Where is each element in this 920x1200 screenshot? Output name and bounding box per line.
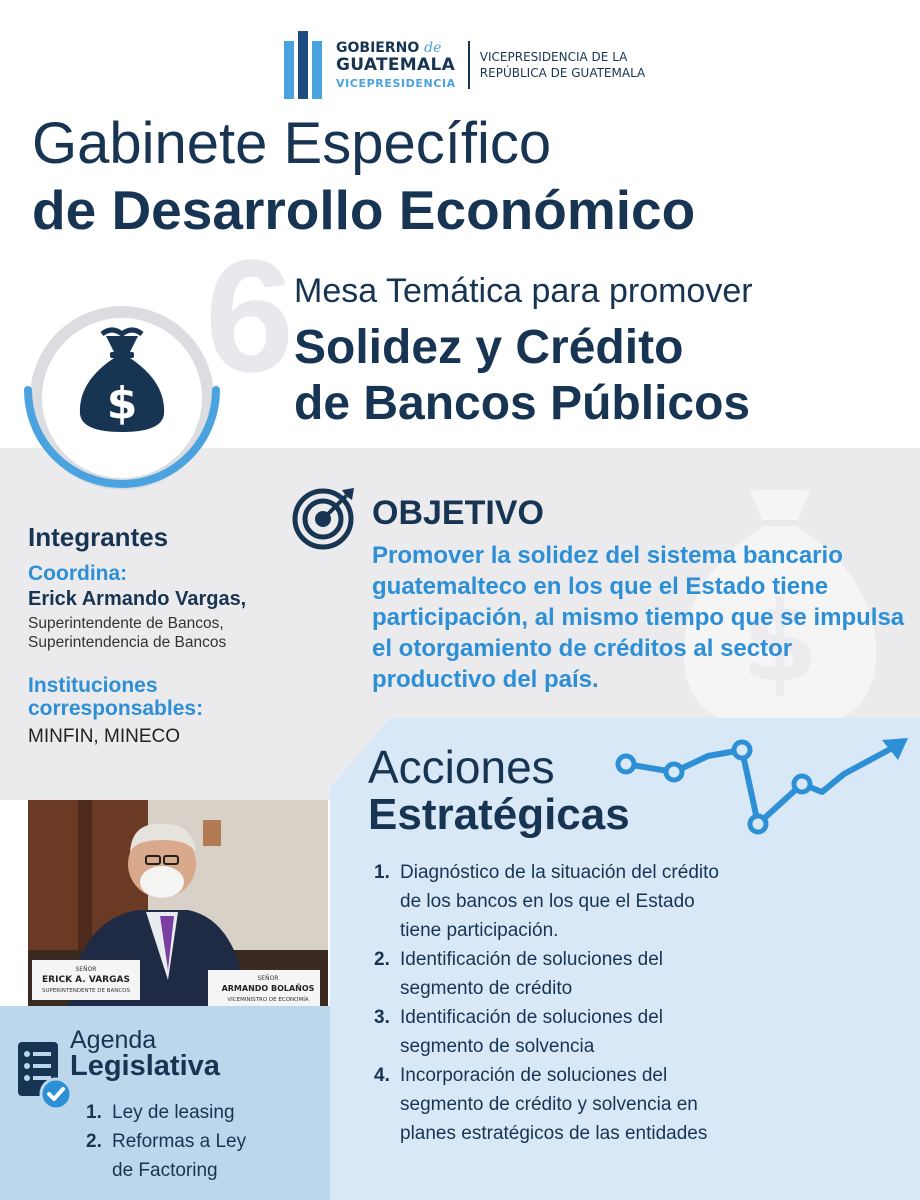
- instituciones-label: [28, 674, 203, 720]
- agenda-item-number: 2.: [86, 1131, 102, 1152]
- coordina-role-line1: Superintendente de Bancos,: [28, 615, 224, 632]
- government-logo: [284, 30, 645, 100]
- accion-item-text-line: de los bancos en los que el Estado: [400, 891, 695, 912]
- accion-item-text-line: Identificación de soluciones del: [400, 949, 664, 970]
- logo-divider: [468, 41, 470, 89]
- logo-guatemala: GUATEMALA: [336, 55, 456, 75]
- accion-item-text-line: segmento de crédito: [400, 978, 573, 999]
- agenda-list: [86, 1098, 246, 1185]
- placard2-line3: VICEMINISTRO DE ECONOMÍA: [227, 997, 309, 1003]
- accion-item-number: 4.: [374, 1065, 390, 1086]
- accion-item: [374, 1061, 854, 1148]
- accion-item-text-line: Diagnóstico de la situación del crédito: [400, 862, 719, 883]
- placard1-line1: SEÑOR: [75, 966, 97, 973]
- placard2-line1: SEÑOR: [257, 975, 279, 982]
- accion-item-text-line: segmento de crédito y solvencia en: [400, 1094, 698, 1115]
- title-line1: Gabinete Específico: [32, 111, 552, 176]
- coordina-role: [28, 614, 226, 652]
- accion-item-text-line: Identificación de soluciones del: [400, 1007, 664, 1028]
- agenda-item: [86, 1098, 246, 1127]
- target-icon: [292, 484, 358, 550]
- accion-item-text: [398, 945, 663, 1003]
- accion-item-number: 2.: [374, 949, 390, 970]
- agenda-item-text-line: Reformas a Ley: [112, 1131, 247, 1152]
- mesa-subtitle: Mesa Temática para promover: [294, 272, 753, 310]
- accion-item-text-line: segmento de solvencia: [400, 1036, 595, 1057]
- trend-line-icon: [612, 732, 912, 836]
- svg-text:$: $: [106, 378, 138, 429]
- logo-de: de: [424, 40, 442, 56]
- acciones-title-line1: Acciones: [368, 741, 555, 793]
- coordina-label: Coordina:: [28, 562, 128, 585]
- agenda-item-number: 1.: [86, 1102, 102, 1123]
- coordina-role-line2: Superintendencia de Bancos: [28, 634, 227, 651]
- accion-item-text-line: planes estratégicos de las entidades: [400, 1123, 708, 1144]
- acciones-list: [374, 858, 854, 1148]
- objetivo-text: Promover la solidez del sistema bancario guatemalteco en los que el Estado tiene participación, al mismo tiempo que se impulsa el otorgamiento de créditos al sector productivo del país.: [372, 542, 905, 693]
- accion-item: [374, 858, 854, 945]
- agenda-item: [86, 1127, 246, 1185]
- coordina-name: Erick Armando Vargas,: [28, 588, 247, 610]
- accion-item-text-line: tiene participación.: [400, 920, 559, 941]
- vp-line1: VICEPRESIDENCIA DE LA: [479, 49, 628, 64]
- agenda-item-text: [112, 1098, 235, 1127]
- meeting-photo: [28, 800, 328, 1006]
- instituciones-label-line1: Instituciones: [28, 674, 158, 697]
- accion-item: [374, 945, 854, 1003]
- acciones-title-line2: Estratégicas: [368, 790, 630, 839]
- accion-item-text-line: Incorporación de soluciones del: [400, 1065, 668, 1086]
- instituciones-value: MINFIN, MINECO: [28, 726, 180, 747]
- accion-item-text: [398, 1061, 707, 1148]
- placard2-line2: ARMANDO BOLAÑOS: [221, 984, 315, 993]
- accion-item: [374, 1003, 854, 1061]
- integrantes-title: Integrantes: [28, 522, 169, 552]
- agenda-item-text: [112, 1127, 246, 1185]
- mesa-number: 6: [205, 226, 294, 405]
- agenda-item-text-line: de Factoring: [112, 1160, 218, 1181]
- logo-vicepresidencia: VICEPRESIDENCIA: [336, 77, 456, 90]
- vicepresidency-name: [480, 49, 645, 81]
- svg-text:$: $: [741, 578, 819, 706]
- logo-gobierno: GOBIERNO: [336, 40, 420, 56]
- money-bag-icon: [22, 298, 222, 498]
- agenda-title-line2: Legislativa: [70, 1050, 220, 1082]
- vp-line2: REPÚBLICA DE GUATEMALA: [479, 66, 646, 80]
- placard1-line2: ERICK A. VARGAS: [42, 975, 130, 985]
- flag-bars-icon: [284, 31, 326, 99]
- accion-item-number: 1.: [374, 862, 390, 883]
- accion-item-text: [398, 858, 719, 945]
- placard1-line3: SUPERINTENDENTE DE BANCOS: [42, 988, 130, 994]
- accion-item-text: [398, 1003, 663, 1061]
- objetivo-title: OBJETIVO: [372, 494, 544, 532]
- document-check-icon: [16, 1040, 74, 1112]
- agenda-title-line1: Agenda: [70, 1026, 157, 1054]
- agenda-item-text-line: Ley de leasing: [112, 1102, 235, 1123]
- instituciones-label-line2: corresponsables:: [28, 697, 204, 720]
- title-line2: de Desarrollo Económico: [32, 179, 696, 241]
- mesa-title-line1: Solidez y Crédito: [294, 321, 684, 374]
- mesa-title-line2: de Bancos Públicos: [294, 377, 751, 430]
- accion-item-number: 3.: [374, 1007, 390, 1028]
